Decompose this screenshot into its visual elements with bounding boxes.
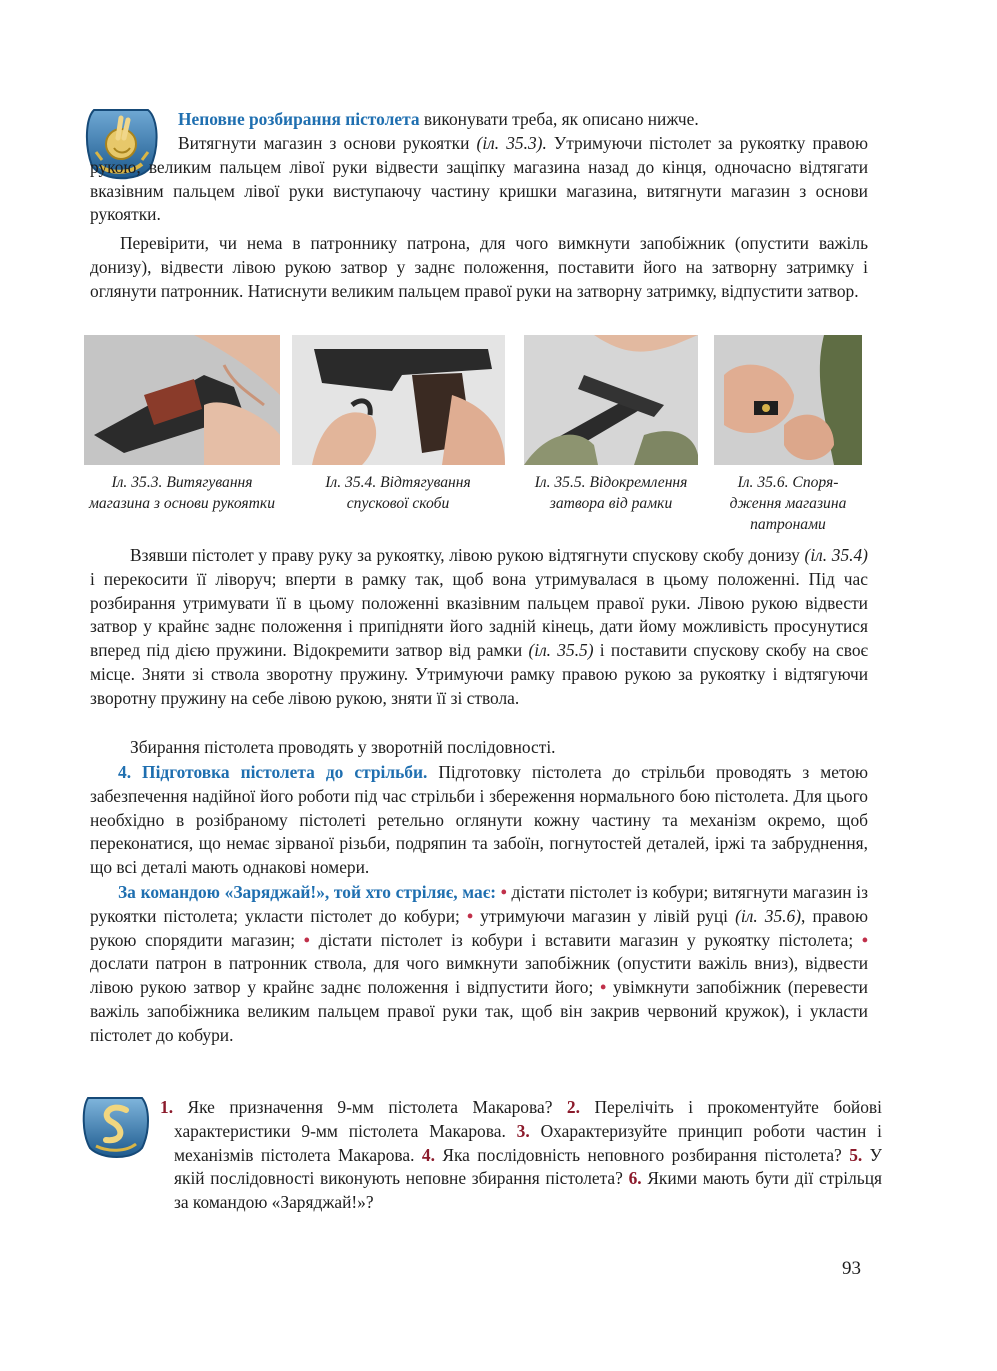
figure-label: Іл. 35.3. bbox=[111, 474, 163, 491]
question-4: Яка послідовність неповного розбирання пістолета? bbox=[434, 1144, 850, 1165]
body-paragraph-5 bbox=[90, 761, 868, 880]
ref-35-3: (іл. 35.3). bbox=[476, 133, 547, 153]
command-heading: За командою «Заряджай!», той хто стріляє, має: bbox=[118, 882, 497, 902]
question-number: 4. bbox=[421, 1144, 435, 1165]
bullet: • bbox=[600, 977, 607, 998]
bullet: • bbox=[303, 929, 310, 950]
figure-35-4-image bbox=[292, 335, 505, 465]
question-3: Охарактеризуйте принцип роботи частин і механізмів пістолета Макарова. bbox=[174, 1120, 882, 1165]
p3-text-b: і перекосити її ліворуч; вперти в рамку так, щоб вона утримувалася в цьому положенні. Під час розбирання утримувати її в цьому положенні вказівним пальцем правої руки. Лівою рукою відвести затвор у крайнє заднє положення і припідняти його задній кінець, дати йому можливість просунутися вперед під дією пружини. Відокремити затвор від рамки bbox=[90, 568, 868, 661]
body-paragraph-3 bbox=[90, 544, 868, 711]
body-paragraph-4: Збирання пістолета проводять у зворотній послідовності. bbox=[130, 737, 556, 757]
bullet: • bbox=[466, 905, 474, 926]
question-number: 5. bbox=[849, 1144, 863, 1165]
figure-35-4-caption bbox=[298, 472, 498, 514]
p3-text-c: і поставити спускову скобу на своє місце. Зняти зі ствола зворотну пружину. Утримуючи рамку правою рукою за рукоятку і відтягуючи зворотну пружину на себе лівою рукою, зняти її зі ствола. bbox=[90, 640, 868, 708]
figure-35-5-image bbox=[524, 335, 698, 465]
p3-text-a: Взявши пістолет у праву руку за рукоятку, лівою рукою відтягнути спускову скобу донизу bbox=[130, 545, 805, 565]
step-2: утримуючи магазин у лівій руці bbox=[473, 905, 736, 926]
figure-caption-text: Відокремлення затвора від рамки bbox=[549, 474, 688, 512]
page-number: 93 bbox=[842, 1258, 861, 1279]
step-5: увімкнути запобіжник (перевести важіль запобіжника великим пальцем правої руки так, щоб він закрив червоний кружок), і укласти пістолет до кобури. bbox=[90, 977, 868, 1045]
figure-35-3-caption bbox=[82, 472, 282, 514]
question-number: 6. bbox=[628, 1168, 642, 1189]
intro-paragraph-2: Перевірити, чи нема в патроннику патрона, для чого вимкнути запобіжник (опустити важіль донизу), відвести лівою рукою затвор у заднє положення, поставити його на затворну затримку і оглянути патронник. Натиснути великим пальцем правої руки на затворну затримку, відпустити затвор. bbox=[90, 233, 868, 301]
bullet: • bbox=[500, 882, 507, 902]
figure-label: Іл. 35.6. bbox=[737, 474, 789, 491]
figure-caption-text: Споря-дження магазина патронами bbox=[729, 474, 847, 533]
subsection-heading: 4. Підготовка пістолета до стрільби. bbox=[118, 762, 428, 782]
figure-35-3-image bbox=[84, 335, 280, 465]
p1-text-a: Витягнути магазин з основи рукоятки bbox=[178, 133, 477, 153]
body-paragraph-6 bbox=[90, 881, 868, 1048]
section-heading: Неповне розбирання пістолета bbox=[178, 109, 420, 129]
question-number: 2. bbox=[566, 1097, 580, 1117]
question-number: 1. bbox=[160, 1097, 174, 1117]
figure-caption-text: Відтягування спускової скоби bbox=[346, 474, 471, 512]
question-1: Яке призначення 9-мм пістолета Макарова? bbox=[173, 1097, 567, 1117]
figure-35-5-caption bbox=[518, 472, 704, 514]
question-number: 3. bbox=[516, 1120, 530, 1141]
question-2: Перелічіть і прокоментуйте бойові характеристики 9-мм пістолета Макарова. bbox=[174, 1097, 882, 1141]
heading-rest: виконувати треба, як описано нижче. bbox=[419, 109, 699, 129]
intro-paragraph-1 bbox=[90, 132, 868, 227]
question-5: У якій послідовності виконують неповне збирання пістолета? bbox=[174, 1144, 882, 1189]
p5-text: Підготовку пістолета до стрільби проводять з метою забезпечення надійної його роботи під час стрільби і збереження нормального бою пістолета. Для цього необхідно в розібраному пістолеті ретельно оглянути кожну частину та механізм окремо, щоб переконатися, що немає зірваної різьби, подряпин та забоїн, погнутостей деталей, іржі та забруднення, що всі деталі мають однакові номери. bbox=[90, 762, 869, 878]
figure-label: Іл. 35.5. bbox=[534, 474, 586, 491]
intro-heading-line bbox=[178, 108, 868, 132]
questions-icon bbox=[78, 1094, 154, 1160]
p1-text-b: Утримуючи пістолет за рукоятку правою рукою, великим пальцем лівої руки відвести защіпку магазина назад до кінця, одночасно відтягати вказівним пальцем лівої руки виступаючу частину кришки магазина, витягнути магазин з основи рукоятки. bbox=[90, 133, 868, 225]
figure-35-6-image bbox=[714, 335, 862, 465]
step-4: дослати патрон в патронник ствола, для чого вимкнути запобіжник (опустити важіль вниз), відвести лівою рукою затвор у крайнє заднє положення і відпустити його; bbox=[90, 953, 868, 998]
review-questions bbox=[160, 1096, 882, 1215]
ref-35-4: (іл. 35.4) bbox=[804, 545, 868, 565]
ref-35-5: (іл. 35.5) bbox=[528, 640, 594, 661]
step-2b: , правою рукою спорядити магазин; bbox=[90, 905, 868, 950]
step-1: дістати пістолет із кобури; витягнути магазин із рукоятки пістолета; укласти пістолет до кобури; bbox=[90, 882, 868, 926]
figure-label: Іл. 35.4. bbox=[325, 474, 377, 491]
step-3: дістати пістолет із кобури і вставити магазин у рукоятку пістолета; bbox=[309, 929, 862, 950]
bullet: • bbox=[861, 929, 868, 950]
question-6: Якими мають бути дії стрільця за командою «Заряджай!»? bbox=[174, 1168, 882, 1213]
figure-caption-text: Витягування магазина з основи рукоятки bbox=[88, 474, 276, 512]
ref-35-6: (іл. 35.6) bbox=[735, 905, 801, 926]
figure-35-6-caption bbox=[712, 472, 864, 535]
